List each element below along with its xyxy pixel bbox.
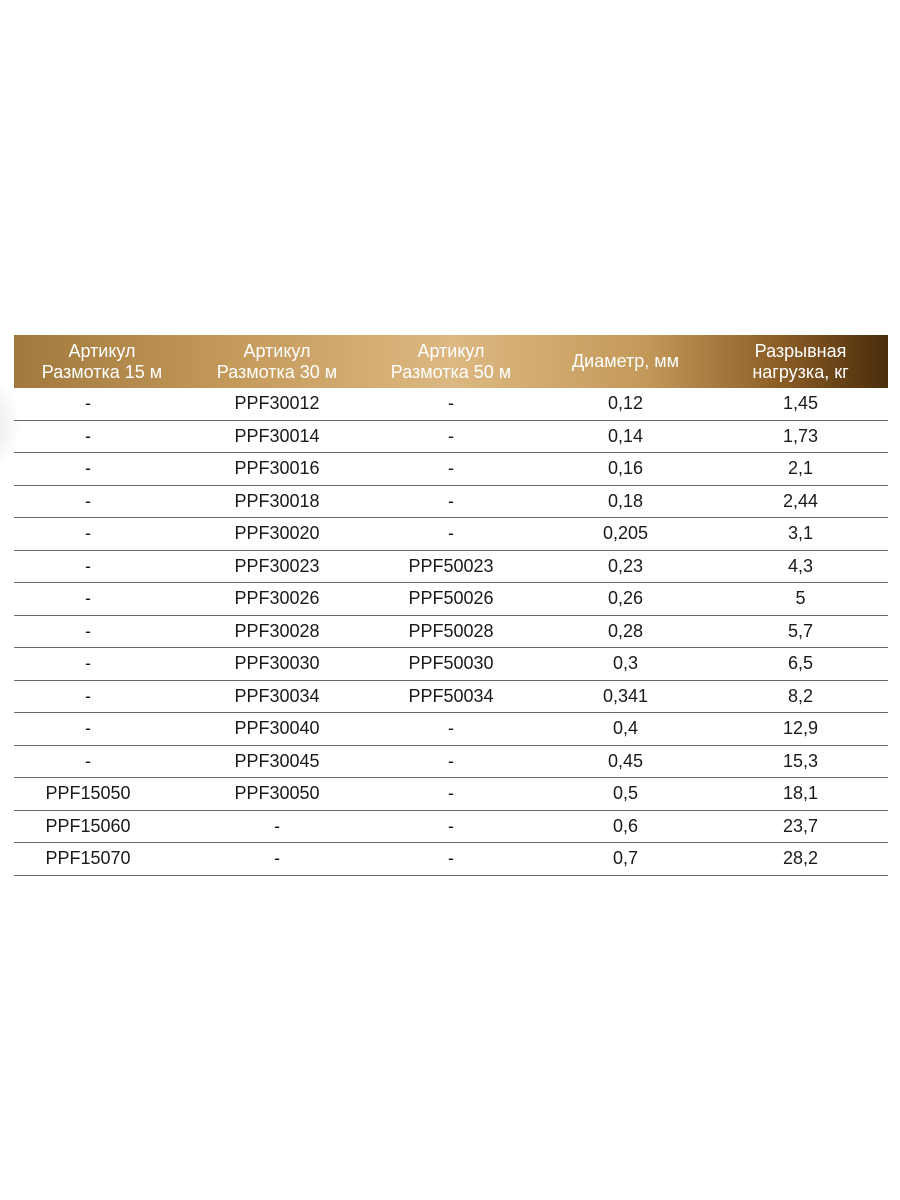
breaking-load-cell: 12,9 <box>713 713 888 746</box>
article-30m-cell: PPF30012 <box>190 388 364 420</box>
diameter-cell: 0,12 <box>538 388 713 420</box>
article-15m-cell: - <box>14 583 190 616</box>
table-row <box>14 648 888 681</box>
table-body <box>14 388 888 875</box>
header-line: Артикул <box>243 340 311 361</box>
header-line: Размотка 30 м <box>216 361 338 382</box>
header-diameter <box>538 335 713 388</box>
diameter-cell: 0,341 <box>538 680 713 713</box>
header-article-50m <box>364 335 538 388</box>
breaking-load-cell: 8,2 <box>713 680 888 713</box>
article-15m-cell: - <box>14 550 190 583</box>
diameter-cell: 0,205 <box>538 518 713 551</box>
article-50m-cell: PPF50026 <box>364 583 538 616</box>
table-row <box>14 453 888 486</box>
article-30m-cell: PPF30045 <box>190 745 364 778</box>
diameter-cell: 0,5 <box>538 778 713 811</box>
article-50m-cell: - <box>364 745 538 778</box>
article-50m-cell: - <box>364 713 538 746</box>
breaking-load-cell: 18,1 <box>713 778 888 811</box>
diameter-cell: 0,4 <box>538 713 713 746</box>
article-30m-cell: PPF30030 <box>190 648 364 681</box>
article-30m-cell: PPF30014 <box>190 420 364 453</box>
header-line: Артикул <box>417 340 485 361</box>
breaking-load-cell: 5 <box>713 583 888 616</box>
table-row <box>14 615 888 648</box>
table-row <box>14 420 888 453</box>
breaking-load-cell: 23,7 <box>713 810 888 843</box>
breaking-load-cell: 28,2 <box>713 843 888 876</box>
header-breaking-load <box>713 335 888 388</box>
table-row <box>14 388 888 420</box>
breaking-load-cell: 6,5 <box>713 648 888 681</box>
article-15m-cell: - <box>14 388 190 420</box>
article-50m-cell: PPF50034 <box>364 680 538 713</box>
article-15m-cell: - <box>14 518 190 551</box>
article-50m-cell: PPF50023 <box>364 550 538 583</box>
article-30m-cell: PPF30034 <box>190 680 364 713</box>
diameter-cell: 0,16 <box>538 453 713 486</box>
article-50m-cell: PPF50028 <box>364 615 538 648</box>
article-50m-cell: PPF50030 <box>364 648 538 681</box>
breaking-load-cell: 3,1 <box>713 518 888 551</box>
table-row <box>14 550 888 583</box>
header-line: нагрузка, кг <box>752 361 849 382</box>
header-article-15m <box>14 335 190 388</box>
article-50m-cell: - <box>364 453 538 486</box>
table-row <box>14 485 888 518</box>
article-15m-cell: - <box>14 615 190 648</box>
article-50m-cell: - <box>364 518 538 551</box>
breaking-load-cell: 5,7 <box>713 615 888 648</box>
table-row <box>14 843 888 876</box>
breaking-load-cell: 4,3 <box>713 550 888 583</box>
article-30m-cell: - <box>190 843 364 876</box>
breaking-load-cell: 2,44 <box>713 485 888 518</box>
table-row <box>14 778 888 811</box>
diameter-cell: 0,3 <box>538 648 713 681</box>
article-15m-cell: - <box>14 485 190 518</box>
table-row <box>14 745 888 778</box>
breaking-load-cell: 1,45 <box>713 388 888 420</box>
table-header-row <box>14 335 888 388</box>
article-30m-cell: PPF30040 <box>190 713 364 746</box>
article-30m-cell: PPF30016 <box>190 453 364 486</box>
spec-table <box>14 335 888 876</box>
diameter-cell: 0,7 <box>538 843 713 876</box>
article-50m-cell: - <box>364 810 538 843</box>
header-article-30m <box>190 335 364 388</box>
header-line: Диаметр, мм <box>571 351 680 371</box>
article-30m-cell: PPF30020 <box>190 518 364 551</box>
article-15m-cell: PPF15050 <box>14 778 190 811</box>
table-row <box>14 583 888 616</box>
article-50m-cell: - <box>364 778 538 811</box>
header-line: Артикул <box>68 340 136 361</box>
table-row <box>14 810 888 843</box>
article-15m-cell: - <box>14 713 190 746</box>
diameter-cell: 0,26 <box>538 583 713 616</box>
article-15m-cell: PPF15060 <box>14 810 190 843</box>
article-30m-cell: - <box>190 810 364 843</box>
article-30m-cell: PPF30026 <box>190 583 364 616</box>
header-line: Размотка 50 м <box>390 361 512 382</box>
article-30m-cell: PPF30018 <box>190 485 364 518</box>
article-15m-cell: PPF15070 <box>14 843 190 876</box>
article-15m-cell: - <box>14 745 190 778</box>
article-30m-cell: PPF30050 <box>190 778 364 811</box>
table-row <box>14 518 888 551</box>
article-15m-cell: - <box>14 453 190 486</box>
article-15m-cell: - <box>14 648 190 681</box>
diameter-cell: 0,14 <box>538 420 713 453</box>
table-row <box>14 713 888 746</box>
article-50m-cell: - <box>364 485 538 518</box>
article-15m-cell: - <box>14 680 190 713</box>
diameter-cell: 0,6 <box>538 810 713 843</box>
diameter-cell: 0,28 <box>538 615 713 648</box>
breaking-load-cell: 2,1 <box>713 453 888 486</box>
article-50m-cell: - <box>364 843 538 876</box>
diameter-cell: 0,23 <box>538 550 713 583</box>
diameter-cell: 0,18 <box>538 485 713 518</box>
header-line: Разрывная <box>754 340 847 361</box>
table-row <box>14 680 888 713</box>
breaking-load-cell: 1,73 <box>713 420 888 453</box>
breaking-load-cell: 15,3 <box>713 745 888 778</box>
article-50m-cell: - <box>364 388 538 420</box>
article-30m-cell: PPF30028 <box>190 615 364 648</box>
article-50m-cell: - <box>364 420 538 453</box>
article-30m-cell: PPF30023 <box>190 550 364 583</box>
diameter-cell: 0,45 <box>538 745 713 778</box>
article-15m-cell: - <box>14 420 190 453</box>
header-line: Размотка 15 м <box>41 361 163 382</box>
